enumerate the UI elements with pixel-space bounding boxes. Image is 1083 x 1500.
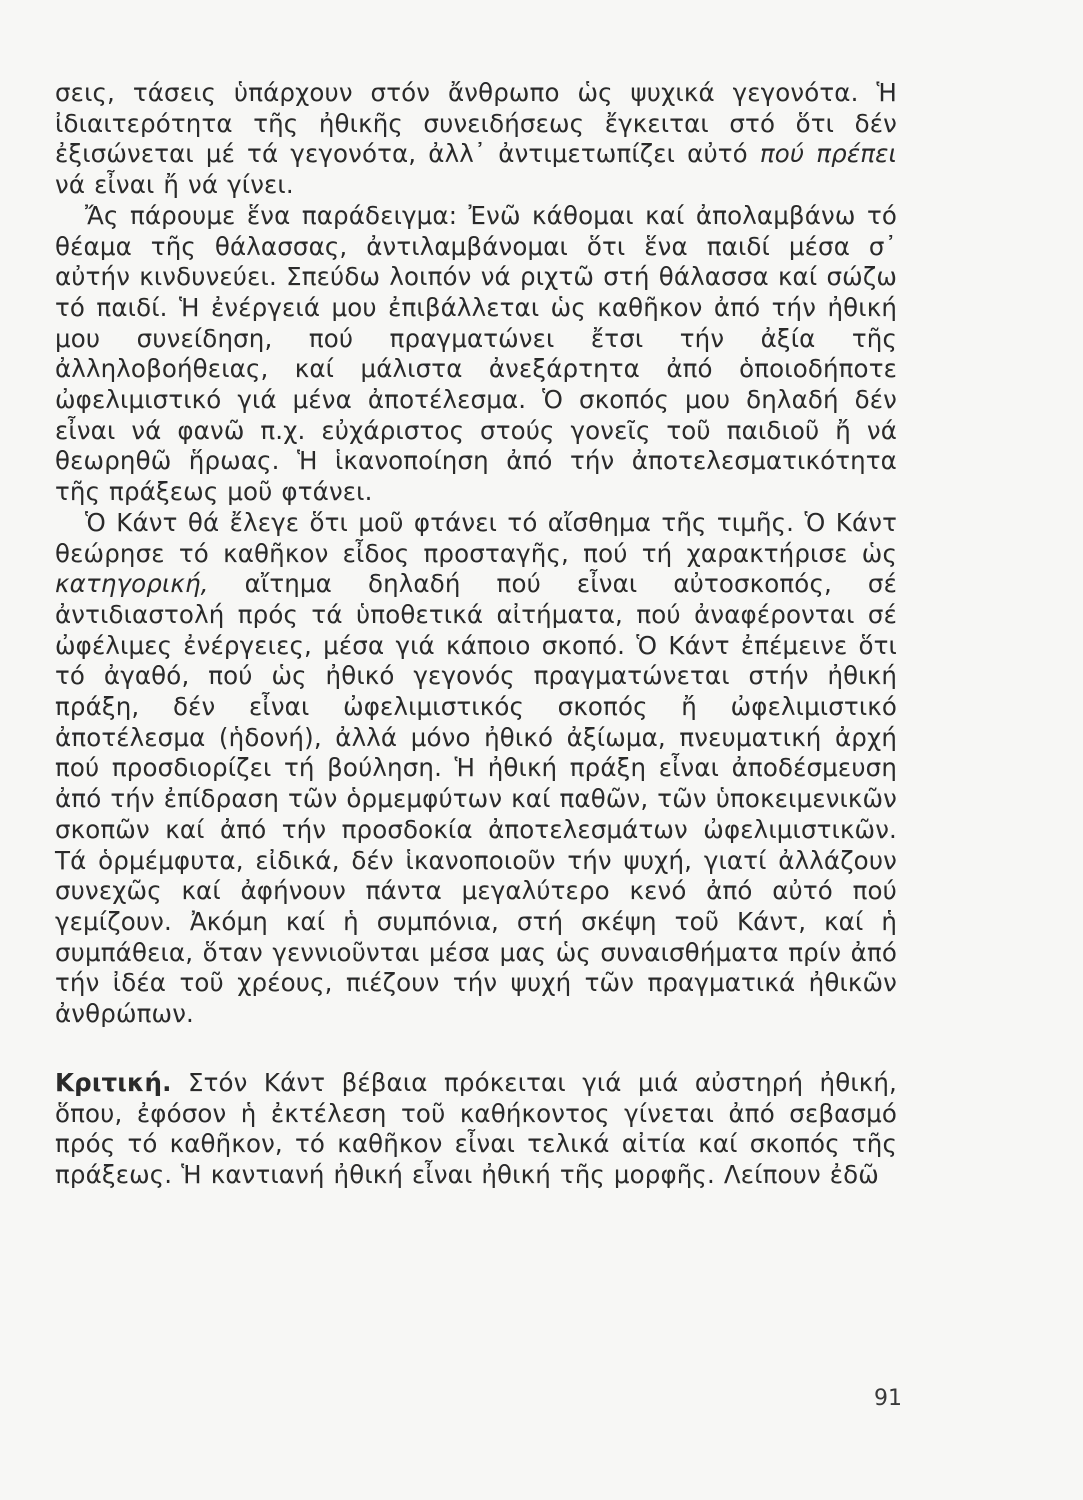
page-number: 91 — [874, 1386, 902, 1411]
critique-label: Κριτική. — [55, 1067, 172, 1097]
paragraph-3-emphasis: κατηγορική, — [55, 569, 209, 599]
paragraph-1-emphasis: πού πρέπει — [759, 139, 897, 169]
paragraph-3 — [55, 508, 897, 1030]
paragraph-1-text: σεις, τάσεις ὑπάρχουν στόν ἄνθρωπο ὡς ψυχικά γεγονότα. Ἡ ἰδιαιτερότητα τῆς ἠθικῆς συνειδήσεως ἔγκειται στό ὅτι δέν ἐξισώνεται μέ τά γεγονότα, ἀλλ᾽ ἀντιμετωπίζει αὐτό — [55, 78, 897, 169]
paragraph-3-tail: αἴτημα δηλαδή πού εἶναι αὐτοσκοπός, σέ ἀντιδιαστολή πρός τά ὑποθετικά αἰτήματα, πού ἀναφέρονται σέ ὠφέλιμες ἐνέργειες, μέσα γιά κάποιο σκοπό. Ὁ Κάντ ἐπέμεινε ὅτι τό ἀγαθό, πού ὡς ἠθικό γεγονός πραγματώνεται στήν ἠθική πράξη, δέν εἶναι ὠφελιμιστικός σκοπός ἤ ὠφελιμιστικό ἀποτέλεσμα (ἡδονή), ἀλλά μόνο ἠθικό ἀξίωμα, πνευματική ἀρχή πού προσδιορίζει τή βούληση. Ἡ ἠθική πράξη εἶναι ἀποδέσμευση ἀπό τήν ἐπίδραση τῶν ὁρμεμφύτων καί παθῶν, τῶν ὑποκειμενικῶν σκοπῶν καί ἀπό τήν προσδοκία ἀποτελεσμάτων ὠφελιμιστικῶν. Τά ὁρμέμφυτα, εἰδικά, δέν ἱκανοποιοῦν τήν ψυχή, γιατί ἀλλάζουν συνεχῶς καί ἀφήνουν πάντα μεγαλύτερο κενό ἀπό αὐτό πού γεμίζουν. Ἀκόμη καί ἡ συμπόνια, στή σκέψη τοῦ Κάντ, καί ἡ συμπάθεια, ὅταν γεννιοῦνται μέσα μας ὡς συναισθήματα πρίν ἀπό τήν ἰδέα τοῦ χρέους, πιέζουν τήν ψυχή τῶν πραγματικά ἠθικῶν ἀνθρώπων. — [55, 569, 897, 1029]
paragraph-2: Ἄς πάρουμε ἕνα παράδειγμα: Ἐνῶ κάθομαι καί ἀπολαμβάνω τό θέαμα τῆς θάλασσας, ἀντιλαμβάνομαι ὅτι ἕνα παιδί μέσα σ᾽ αὐτήν κινδυνεύει. Σπεύδω λοιπόν νά ριχτῶ στή θάλασσα καί σώζω τό παιδί. Ἡ ἐνέργειά μου ἐπιβάλλεται ὡς καθῆκον ἀπό τήν ἠθική μου συνείδηση, πού πραγματώνει ἔτσι τήν ἀξία τῆς ἀλληλοβοήθειας, καί μάλιστα ἀνεξάρτητα ἀπό ὁποιοδήποτε ὠφελιμιστικό γιά μένα ἀποτέλεσμα. Ὁ σκοπός μου δηλαδή δέν εἶναι νά φανῶ π.χ. εὐχάριστος στούς γονεῖς τοῦ παιδιοῦ ἤ νά θεωρηθῶ ἥρωας. Ἡ ἱκανοποίηση ἀπό τήν ἀποτελεσματικότητα τῆς πράξεως μοῦ φτάνει. — [55, 200, 897, 507]
paragraph-3-text: Ὁ Κάντ θά ἔλεγε ὅτι μοῦ φτάνει τό αἴσθημα τῆς τιμῆς. Ὁ Κάντ θεώρησε τό καθῆκον εἶδος προσταγῆς, πού τή χαρακτήρισε ὡς — [55, 507, 897, 568]
critique-paragraph — [55, 1068, 897, 1191]
page-text — [55, 78, 897, 1191]
paragraph-1 — [55, 78, 897, 201]
critique-text: Στόν Κάντ βέβαια πρόκειται γιά μιά αὐστηρή ἠθική, ὅπου, ἐφόσον ἡ ἐκτέλεση τοῦ καθήκοντος γίνεται ἀπό σεβασμό πρός τό καθῆκον, τό καθῆκον εἶναι τελικά αἰτία καί σκοπός τῆς πράξεως. Ἡ καντιανή ἠθική εἶναι ἠθική τῆς μορφῆς. Λείπουν ἐδῶ — [55, 1067, 897, 1189]
paragraph-1-tail: νά εἶναι ἤ νά γίνει. — [55, 170, 294, 200]
